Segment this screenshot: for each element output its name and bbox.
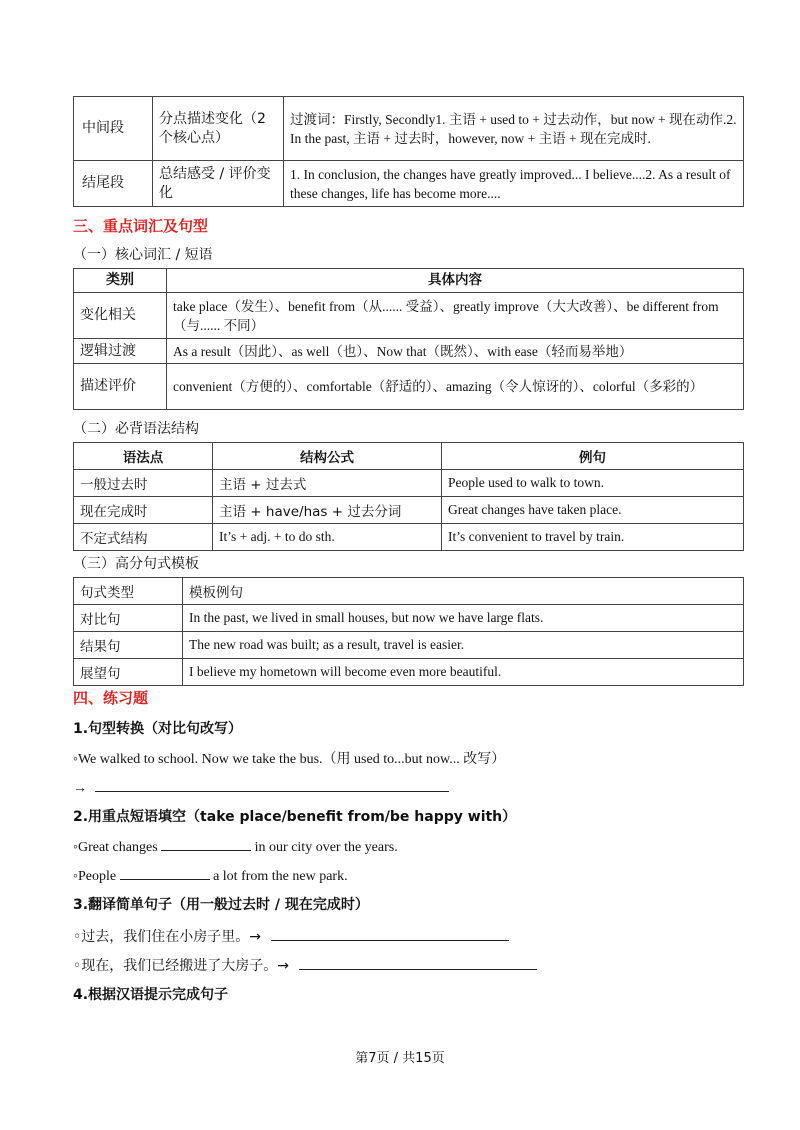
stage-cell: 结尾段 [74, 161, 153, 207]
table-row [74, 632, 744, 659]
sentence-start: ◦People [73, 869, 117, 884]
answer-blank[interactable] [299, 955, 537, 970]
stage-cell: 中间段 [74, 97, 153, 161]
table-row [74, 161, 744, 207]
table-row [74, 97, 744, 161]
type-cell: 对比句 [74, 605, 183, 632]
grammar-point-cell: 不定式结构 [74, 524, 213, 551]
vocab-cell: take place（发生）、benefit from（从...... 受益）、greatly improve（大大改善）、be different from（与...... 不同） [167, 293, 744, 339]
table-header-row [74, 578, 744, 605]
arrow-icon: → [73, 781, 87, 796]
focus-cell: 总结感受 / 评价变化 [153, 161, 284, 207]
content-cell: 过渡词：Firstly, Secondly1. 主语 + used to + 过去动作，but now + 现在动作.2. In the past, 主语 + 过去时，however, now + 主语 + 现在完成时. [284, 97, 744, 161]
table-row [74, 605, 744, 632]
table-row [74, 364, 744, 410]
formula-cell: 主语 + 过去式 [213, 470, 442, 497]
table-row [74, 659, 744, 686]
table-row [74, 470, 744, 497]
column-header: 类别 [74, 269, 167, 293]
sentence-start: ◦Great changes [73, 840, 158, 855]
sentence-end: in our city over the years. [254, 840, 398, 855]
exercise-line [73, 926, 509, 946]
category-cell: 描述评价 [74, 364, 167, 410]
vocab-table [73, 268, 744, 410]
exercise-line [73, 865, 348, 885]
table-row [74, 524, 744, 551]
column-header: 具体内容 [167, 269, 744, 293]
template-cell: I believe my hometown will become even more beautiful. [183, 659, 744, 686]
table-row [74, 497, 744, 524]
sentence-start: ◦现在，我们已经搬进了大房子。→ [73, 958, 289, 974]
example-cell: People used to walk to town. [442, 470, 744, 497]
exercise-title: 4.根据汉语提示完成句子 [73, 987, 229, 1003]
subsection-title: （一）核心词汇 / 短语 [73, 247, 213, 263]
category-cell: 逻辑过渡 [74, 339, 167, 364]
vocab-cell: convenient（方便的）、comfortable（舒适的）、amazing（令人惊讶的）、colorful（多彩的） [167, 364, 744, 410]
grammar-point-cell: 一般过去时 [74, 470, 213, 497]
example-cell: Great changes have taken place. [442, 497, 744, 524]
content-cell: 1. In conclusion, the changes have greatly improved... I believe....2. As a result of these changes, life has become more.... [284, 161, 744, 207]
template-table [73, 577, 744, 686]
table-row [74, 339, 744, 364]
type-cell: 结果句 [74, 632, 183, 659]
answer-blank[interactable] [95, 777, 449, 792]
answer-blank[interactable] [161, 836, 251, 851]
section-title: 四、练习题 [73, 689, 149, 707]
example-cell: It’s convenient to travel by train. [442, 524, 744, 551]
subsection-title: （二）必背语法结构 [73, 421, 199, 437]
sentence-start: ◦过去，我们住在小房子里。→ [73, 929, 261, 945]
template-cell: The new road was built; as a result, travel is easier. [183, 632, 744, 659]
table-header-row [74, 443, 744, 470]
exercise-line: ◦We walked to school. Now we take the bus.（用 used to...but now... 改写） [73, 752, 506, 767]
type-cell: 展望句 [74, 659, 183, 686]
column-header: 语法点 [74, 443, 213, 470]
vocab-cell: As a result（因此）、as well（也）、Now that（既然）、with ease（轻而易举地） [167, 339, 744, 364]
page-footer: 第7页 / 共15页 [355, 1051, 445, 1066]
grammar-point-cell: 现在完成时 [74, 497, 213, 524]
exercise-line [73, 836, 398, 856]
column-header: 结构公式 [213, 443, 442, 470]
answer-blank[interactable] [120, 865, 210, 880]
grammar-table [73, 442, 744, 551]
formula-cell: 主语 + have/has + 过去分词 [213, 497, 442, 524]
formula-cell: It’s + adj. + to do sth. [213, 524, 442, 551]
answer-line [73, 777, 449, 797]
category-cell: 变化相关 [74, 293, 167, 339]
answer-blank[interactable] [271, 926, 509, 941]
column-header: 例句 [442, 443, 744, 470]
column-header: 句式类型 [74, 578, 183, 605]
table-row [74, 293, 744, 339]
template-cell: In the past, we lived in small houses, but now we have large flats. [183, 605, 744, 632]
sentence-end: a lot from the new park. [213, 869, 348, 884]
exercise-title: 2.用重点短语填空（take place/benefit from/be happy with） [73, 809, 517, 825]
focus-cell: 分点描述变化（2 个核心点） [153, 97, 284, 161]
exercise-title: 1.句型转换（对比句改写） [73, 721, 243, 737]
table-header-row [74, 269, 744, 293]
exercise-line [73, 955, 537, 975]
structure-table [73, 96, 744, 207]
section-title: 三、重点词汇及句型 [73, 217, 209, 235]
column-header: 模板例句 [183, 578, 744, 605]
subsection-title: （三）高分句式模板 [73, 556, 199, 572]
exercise-title: 3.翻译简单句子（用一般过去时 / 现在完成时） [73, 897, 369, 913]
